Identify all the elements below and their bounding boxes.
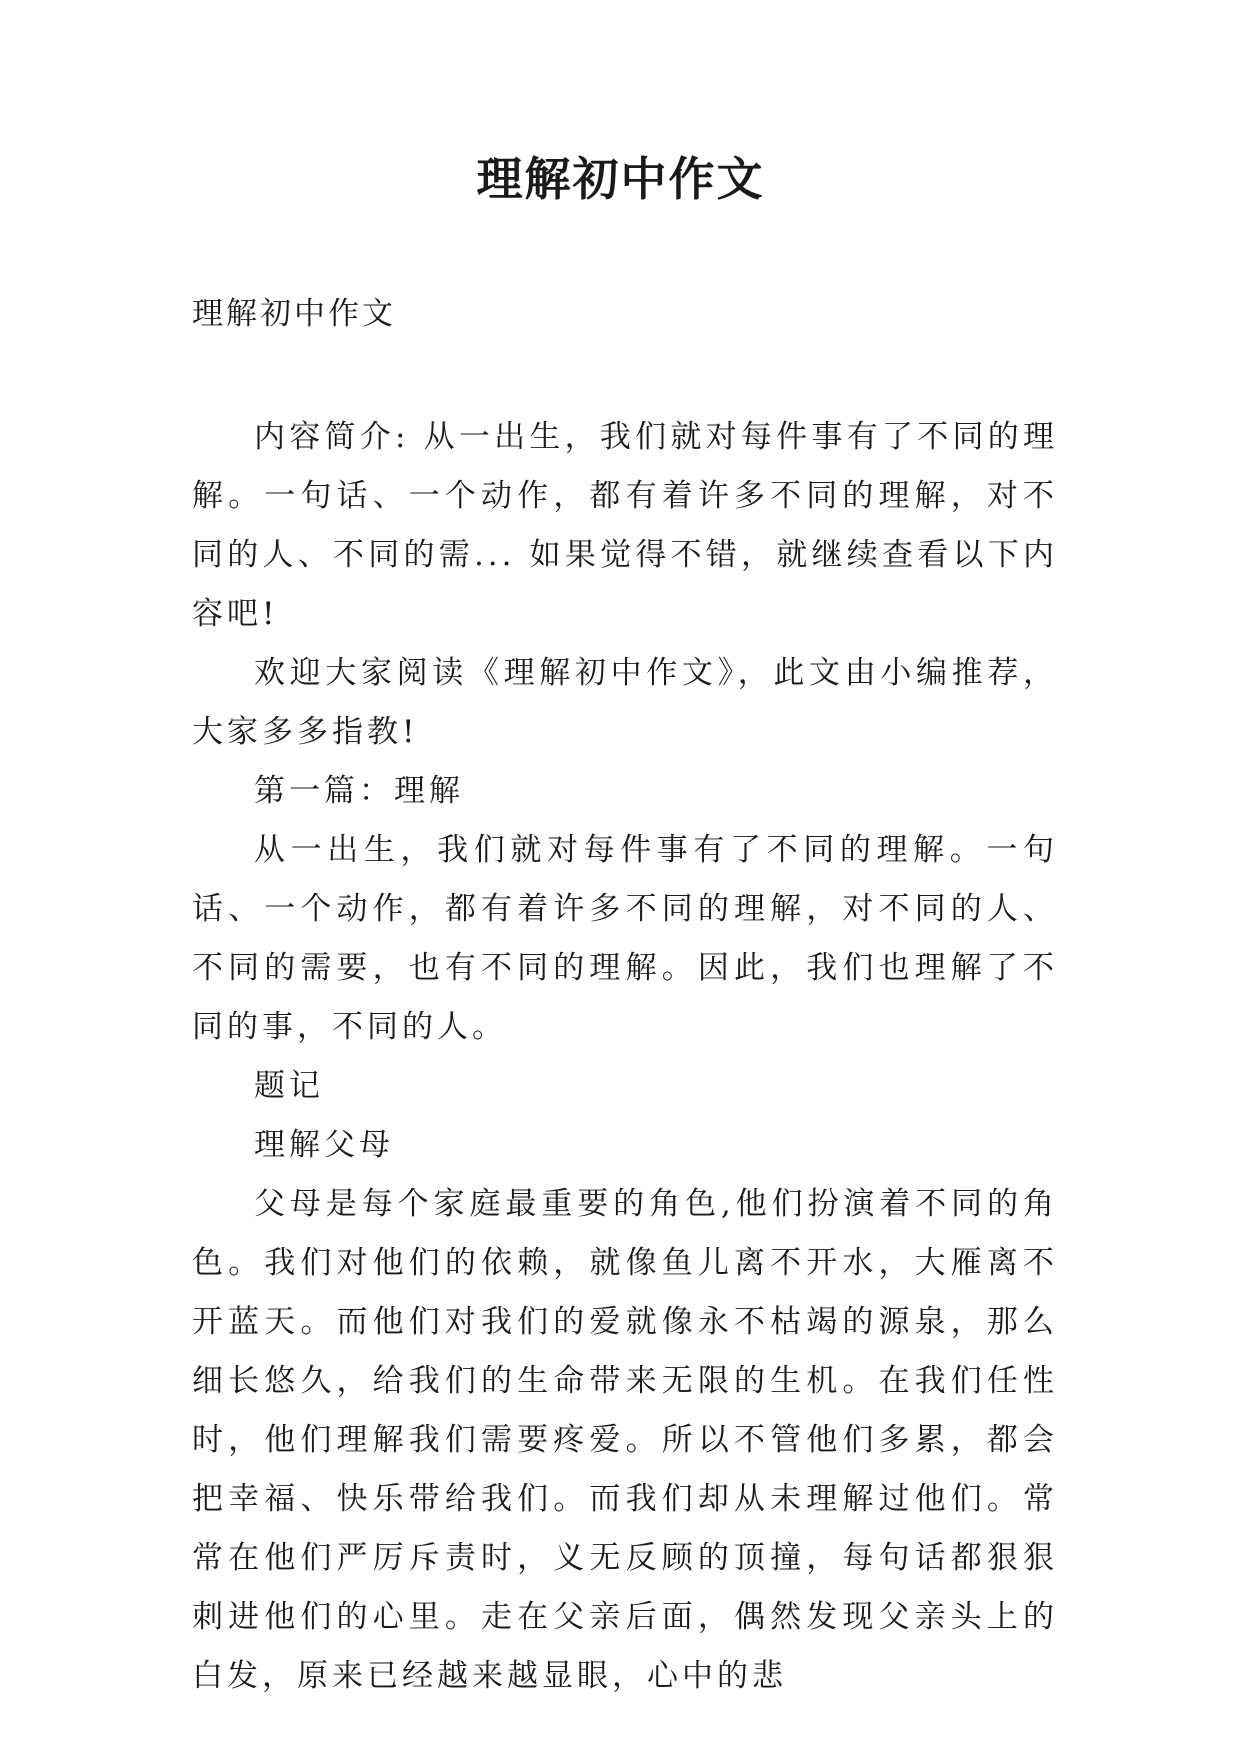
paragraph-epigraph-label: 题记 [254, 1068, 324, 1104]
document-title: 理解初中作文 [476, 152, 765, 206]
paragraph-section-heading: 理解父母 [254, 1127, 394, 1163]
paragraph-intro: 内容简介: 从一出生，我们就对每件事有了不同的理解。一句话、一个动作，都有着许多不同的理解，对不同的人、不同的需... 如果觉得不错，就继续查看以下内容吧! [192, 419, 1058, 632]
paragraph-welcome: 欢迎大家阅读《理解初中作文》，此文由小编推荐，大家多多指教! [192, 655, 1058, 750]
paragraph-opening: 从一出生，我们就对每件事有了不同的理解。一句话、一个动作，都有着许多不同的理解，对不同的人、不同的需要，也有不同的理解。因此，我们也理解了不同的事，不同的人。 [192, 832, 1058, 1045]
paragraph-parents: 父母是每个家庭最重要的角色,他们扮演着不同的角色。我们对他们的依赖，就像鱼儿离不开水，大雁离不开蓝天。而他们对我们的爱就像永不枯竭的源泉，那么细长悠久，给我们的生命带来无限的生机。在我们任性时，他们理解我们需要疼爱。所以不管他们多累，都会把幸福、快乐带给我们。而我们却从未理解过他们。常常在他们严厉斥责时，义无反顾的顶撞，每句话都狠狠刺进他们的心里。走在父亲后面，偶然发现父亲头上的白发，原来已经越来越显眼，心中的悲 [192, 1186, 1058, 1694]
document-subtitle: 理解初中作文 [192, 296, 396, 332]
paragraph-chapter-heading: 第一篇：理解 [254, 773, 464, 809]
document-body [192, 408, 1058, 1706]
